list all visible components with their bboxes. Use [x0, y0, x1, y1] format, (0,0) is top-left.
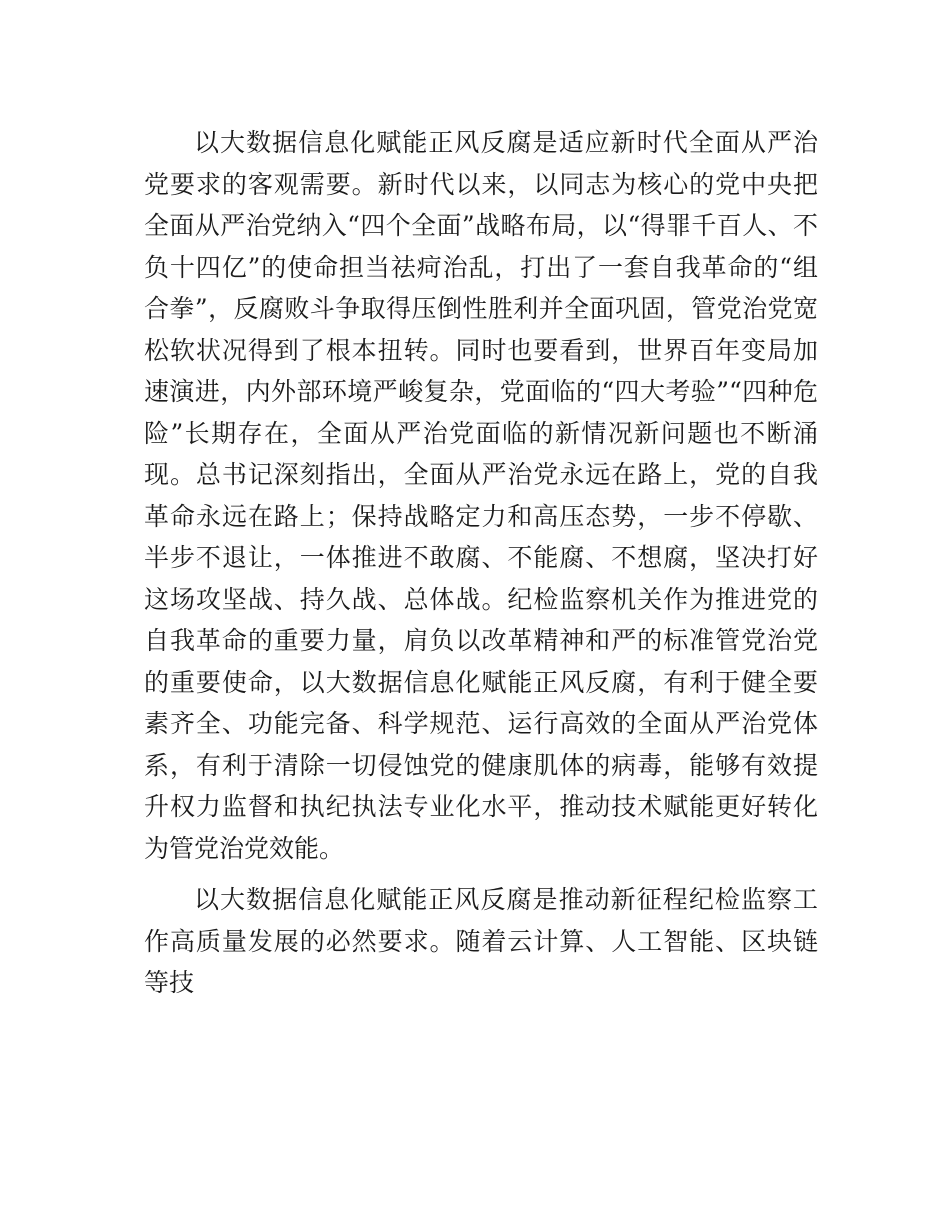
paragraph-2: 以大数据信息化赋能正风反腐是推动新征程纪检监察工作高质量发展的必然要求。随着云计算、人工智能、区块链等技 [144, 885, 818, 997]
paragraph-1: 以大数据信息化赋能正风反腐是适应新时代全面从严治党要求的客观需要。新时代以来，以同志为核心的党中央把全面从严治党纳入“四个全面”战略布局，以“得罪千百人、不负十四亿”的使命担当祛疴治乱，打出了一套自我革命的“组合拳”，反腐败斗争取得压倒性胜利并全面巩固，管党治党宽松软状况得到了根本扭转。同时也要看到，世界百年变局加速演进，内外部环境严峻复杂，党面临的“四大考验”“四种危险”长期存在，全面从严治党面临的新情况新问题也不断涌现。总书记深刻指出，全面从严治党永远在路上，党的自我革命永远在路上；保持战略定力和高压态势，一步不停歇、半步不退让，一体推进不敢腐、不能腐、不想腐，坚决打好这场攻坚战、持久战、总体战。纪检监察机关作为推进党的自我革命的重要力量，肩负以改革精神和严的标准管党治党的重要使命，以大数据信息化赋能正风反腐，有利于健全要素齐全、功能完备、科学规范、运行高效的全面从严治党体系，有利于清除一切侵蚀党的健康肌体的病毒，能够有效提升权力监督和执纪执法专业化水平，推动技术赋能更好转化为管党治党效能。 [144, 128, 818, 863]
document-body [144, 122, 818, 1004]
